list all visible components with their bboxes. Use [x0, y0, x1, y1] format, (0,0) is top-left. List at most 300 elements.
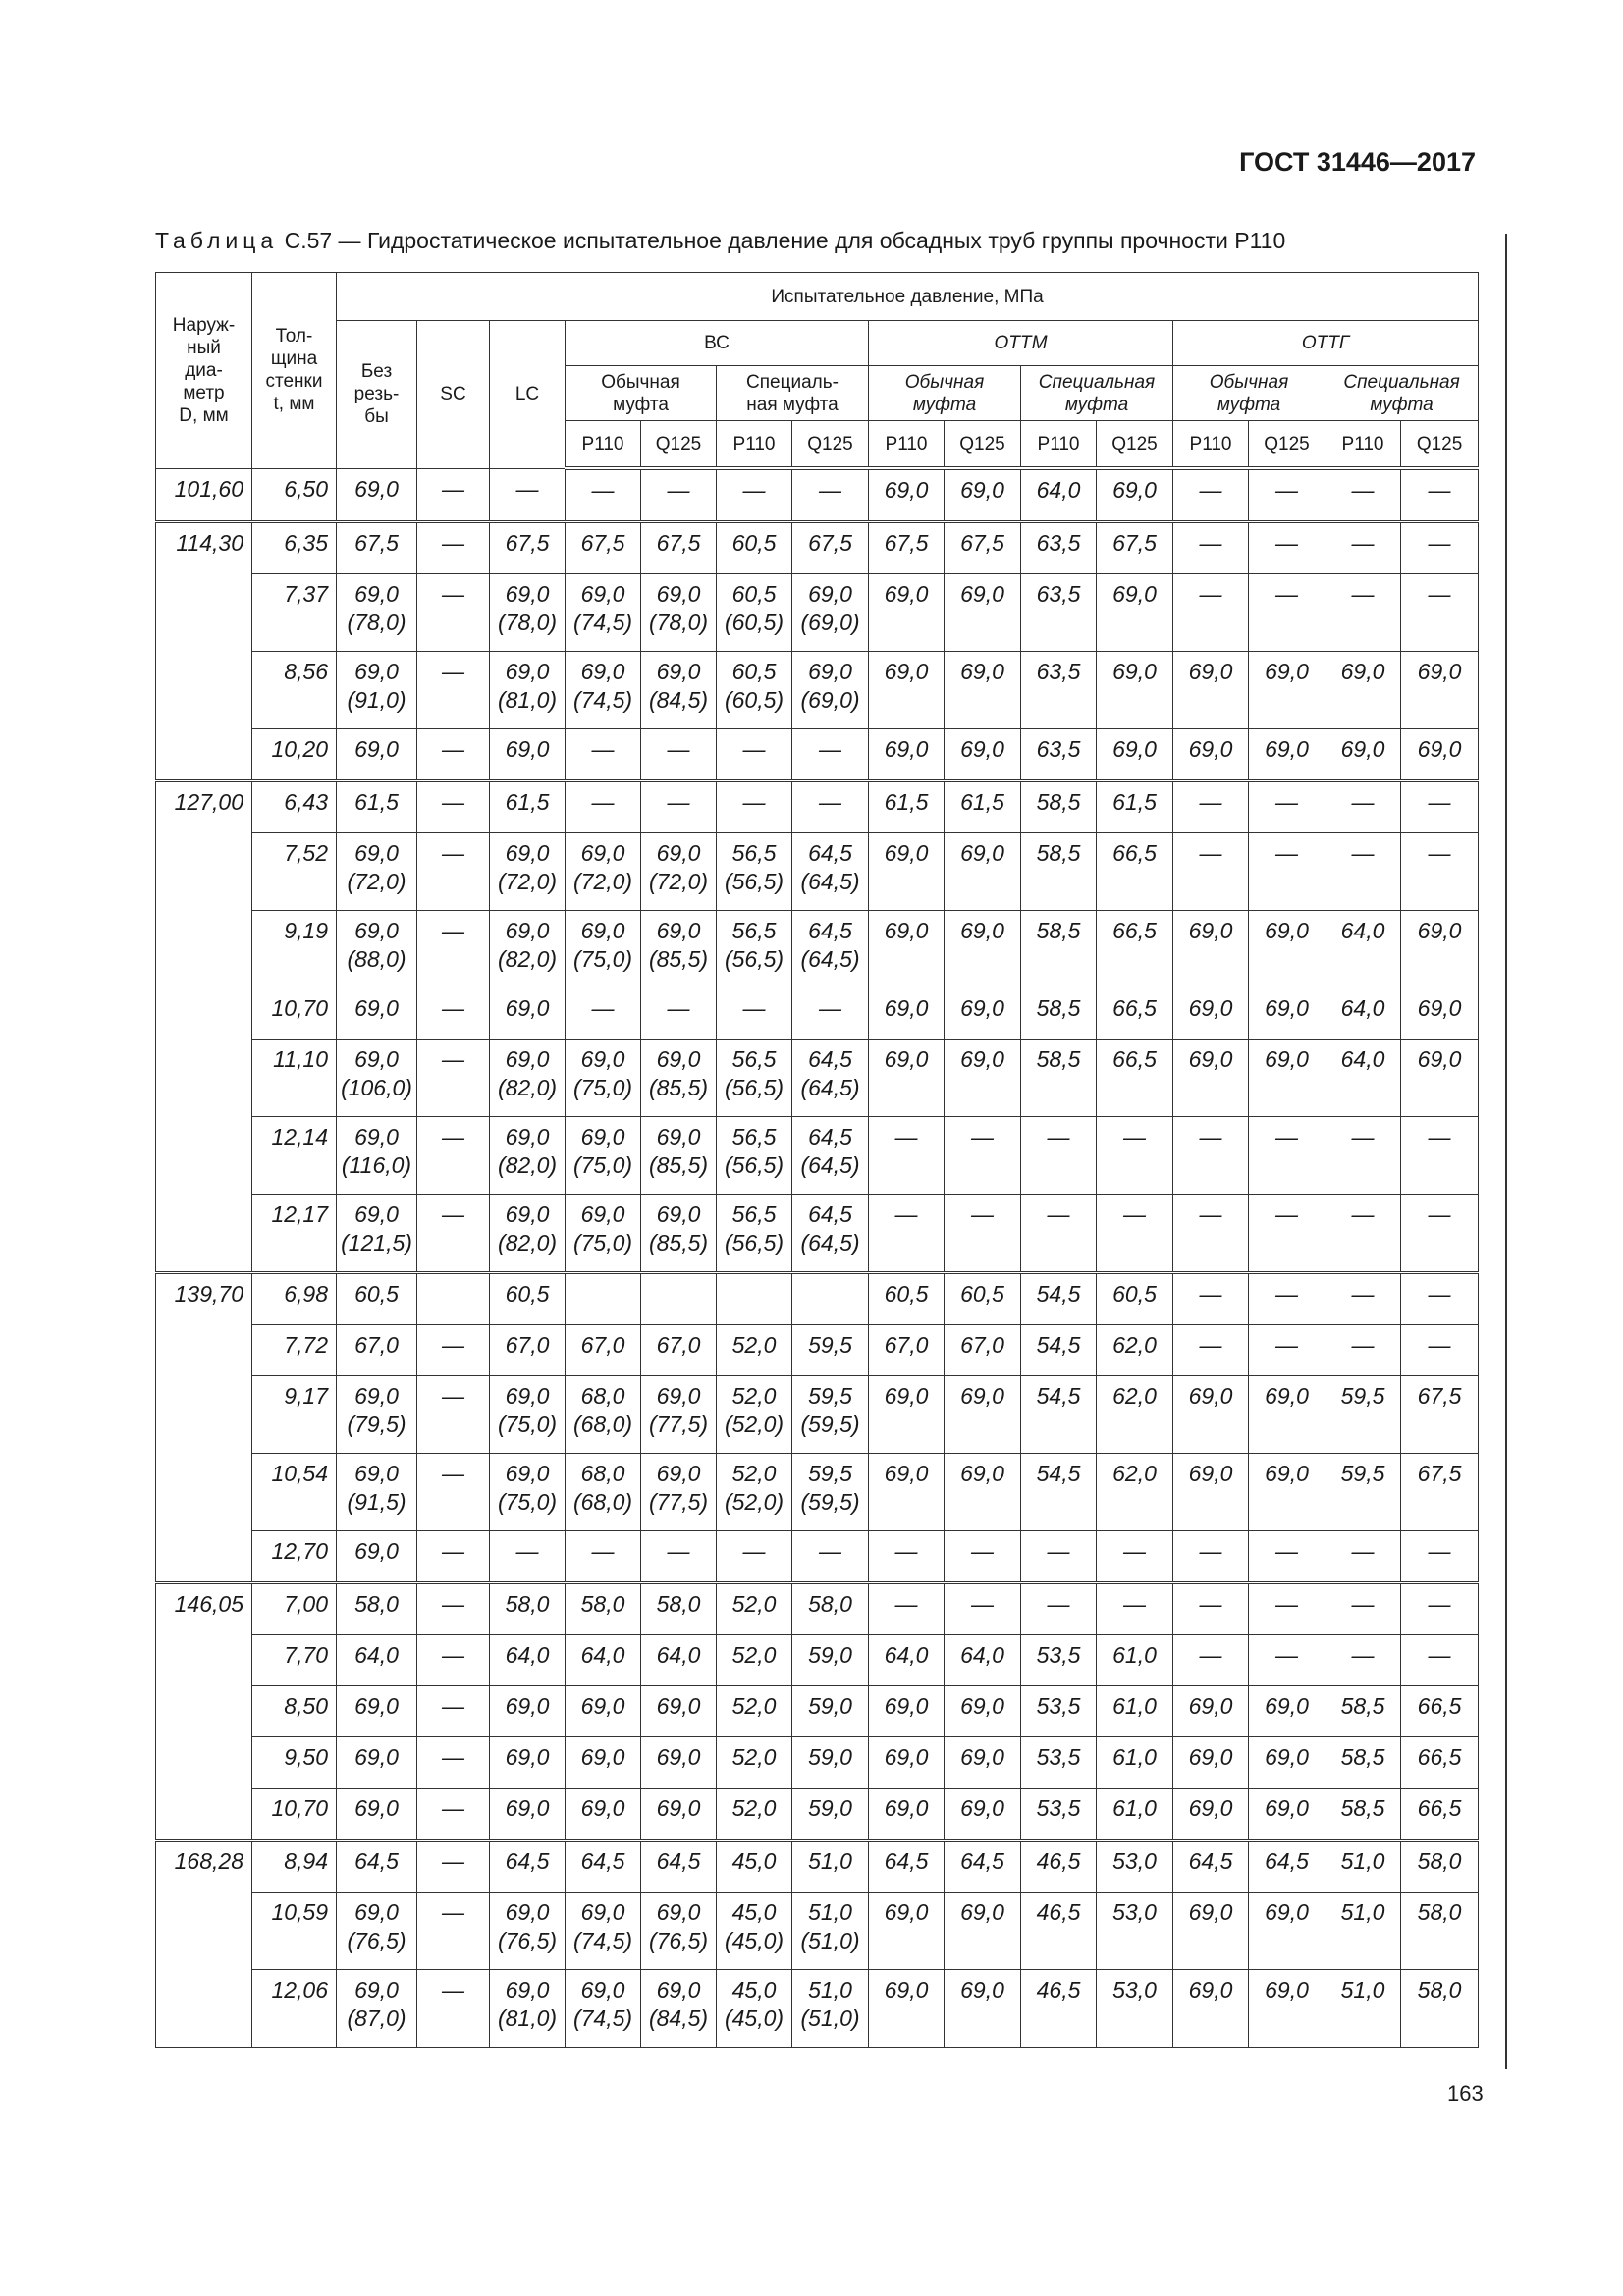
- pressure-cell: —: [566, 1531, 641, 1583]
- col-grade-p110: Р110: [1173, 421, 1249, 469]
- pressure-cell: 69,0 (116,0): [337, 1117, 417, 1195]
- pressure-cell: 69,0: [1173, 1893, 1249, 1970]
- pressure-cell: 69,0 (88,0): [337, 911, 417, 988]
- pressure-cell: 60,5 (60,5): [717, 574, 792, 652]
- pressure-cell: 53,0: [1097, 1841, 1173, 1893]
- pressure-cell: —: [1325, 574, 1401, 652]
- pressure-cell: —: [717, 729, 792, 781]
- pressure-cell: —: [1097, 1583, 1173, 1635]
- pressure-cell: —: [717, 781, 792, 833]
- table-row: [156, 1635, 1479, 1686]
- pressure-cell: 58,5: [1021, 988, 1097, 1040]
- pressure-cell: 69,0: [1249, 1376, 1325, 1454]
- wall-thickness-cell: 8,56: [252, 652, 337, 729]
- pressure-cell: 68,0 (68,0): [566, 1454, 641, 1531]
- pressure-cell: —: [641, 988, 717, 1040]
- pressure-cell: 66,5: [1401, 1737, 1479, 1789]
- pressure-cell: 69,0: [641, 1789, 717, 1841]
- col-grade-p110: Р110: [1021, 421, 1097, 469]
- pressure-cell: 64,0: [490, 1635, 566, 1686]
- pressure-cell: 69,0: [869, 833, 945, 911]
- pressure-cell: —: [1325, 1325, 1401, 1376]
- pressure-cell: —: [566, 988, 641, 1040]
- pressure-cell: 69,0 (85,5): [641, 911, 717, 988]
- pressure-cell: —: [1401, 1273, 1479, 1325]
- pressure-cell: —: [417, 652, 490, 729]
- table-row: [156, 1195, 1479, 1273]
- pressure-cell: 53,5: [1021, 1737, 1097, 1789]
- pressure-cell: 69,0: [869, 1737, 945, 1789]
- pressure-cell: 64,5 (64,5): [792, 833, 869, 911]
- pressure-cell: —: [417, 1376, 490, 1454]
- pressure-cell: —: [1173, 1117, 1249, 1195]
- table-row: [156, 1040, 1479, 1117]
- col-grade-q125: Q125: [1097, 421, 1173, 469]
- pressure-cell: —: [1325, 1273, 1401, 1325]
- pressure-cell: 53,5: [1021, 1686, 1097, 1737]
- table-row: [156, 1893, 1479, 1970]
- pressure-cell: 69,0: [945, 1789, 1021, 1841]
- pressure-cell: 64,5: [337, 1841, 417, 1893]
- pressure-cell: 69,0: [490, 988, 566, 1040]
- pressure-cell: 69,0 (75,0): [490, 1376, 566, 1454]
- pressure-cell: 69,0: [945, 1893, 1021, 1970]
- col-no-thread: Без резь- бы: [337, 321, 417, 469]
- pressure-cell: 69,0 (74,5): [566, 1893, 641, 1970]
- pressure-cell: 61,5: [490, 781, 566, 833]
- pressure-cell: 69,0 (75,0): [490, 1454, 566, 1531]
- col-sc: SC: [417, 321, 490, 469]
- col-lc: LC: [490, 321, 566, 469]
- pressure-cell: 69,0: [869, 1040, 945, 1117]
- pressure-cell: 58,5: [1325, 1686, 1401, 1737]
- pressure-cell: 69,0: [337, 468, 417, 522]
- pressure-cell: —: [1325, 468, 1401, 522]
- pressure-cell: —: [1249, 522, 1325, 574]
- table-row: [156, 1841, 1479, 1893]
- pressure-cell: —: [417, 833, 490, 911]
- pressure-cell: 61,0: [1097, 1789, 1173, 1841]
- pressure-cell: 64,0: [566, 1635, 641, 1686]
- pressure-cell: 56,5 (56,5): [717, 1195, 792, 1273]
- pressure-cell: 69,0: [490, 729, 566, 781]
- pressure-cell: 69,0: [945, 833, 1021, 911]
- pressure-cell: 45,0: [717, 1841, 792, 1893]
- table-row: [156, 911, 1479, 988]
- pressure-cell: 63,5: [1021, 729, 1097, 781]
- pressure-cell: —: [1173, 574, 1249, 652]
- pressure-cell: 69,0: [1173, 1686, 1249, 1737]
- margin-rule: [1505, 234, 1507, 2069]
- pressure-cell: 66,5: [1401, 1686, 1479, 1737]
- pressure-cell: —: [417, 1635, 490, 1686]
- pressure-cell: 67,5: [1097, 522, 1173, 574]
- pressure-cell: 60,5: [945, 1273, 1021, 1325]
- wall-thickness-cell: 9,19: [252, 911, 337, 988]
- pressure-cell: —: [792, 729, 869, 781]
- col-wall-thickness: Тол- щина стенки t, мм: [252, 273, 337, 469]
- pressure-cell: 69,0 (82,0): [490, 911, 566, 988]
- pressure-cell: —: [792, 468, 869, 522]
- pressure-cell: 69,0: [1173, 1040, 1249, 1117]
- pressure-cell: 58,0: [566, 1583, 641, 1635]
- pressure-cell: 51,0 (51,0): [792, 1970, 869, 2048]
- pressure-cell: 61,5: [1097, 781, 1173, 833]
- pressure-cell: 67,5: [337, 522, 417, 574]
- pressure-cell: 69,0 (82,0): [490, 1195, 566, 1273]
- pressure-cell: —: [869, 1195, 945, 1273]
- pressure-cell: 52,0: [717, 1635, 792, 1686]
- pressure-cell: 69,0 (84,5): [641, 1970, 717, 2048]
- pressure-table: [155, 272, 1479, 2048]
- pressure-cell: 58,0: [337, 1583, 417, 1635]
- pressure-cell: 60,5: [490, 1273, 566, 1325]
- pressure-cell: —: [1173, 1635, 1249, 1686]
- pressure-cell: 69,0: [1173, 911, 1249, 988]
- pressure-cell: 69,0: [1249, 1737, 1325, 1789]
- pressure-cell: [566, 1273, 641, 1325]
- pressure-cell: 69,0 (72,0): [641, 833, 717, 911]
- pressure-cell: 69,0: [1097, 574, 1173, 652]
- pressure-cell: 69,0: [869, 988, 945, 1040]
- pressure-cell: 69,0: [1401, 911, 1479, 988]
- pressure-cell: 69,0: [945, 1454, 1021, 1531]
- wall-thickness-cell: 6,43: [252, 781, 337, 833]
- table-caption: [155, 228, 1285, 254]
- table-row: [156, 781, 1479, 833]
- pressure-cell: 45,0 (45,0): [717, 1970, 792, 2048]
- pressure-cell: 53,5: [1021, 1789, 1097, 1841]
- pressure-cell: 69,0: [869, 1454, 945, 1531]
- pressure-cell: —: [417, 574, 490, 652]
- wall-thickness-cell: 10,20: [252, 729, 337, 781]
- pressure-cell: 63,5: [1021, 522, 1097, 574]
- pressure-cell: —: [1173, 468, 1249, 522]
- pressure-cell: —: [1249, 1117, 1325, 1195]
- outer-diameter-cell: 127,00: [156, 781, 252, 1273]
- pressure-cell: 54,5: [1021, 1273, 1097, 1325]
- pressure-cell: 67,5: [566, 522, 641, 574]
- wall-thickness-cell: 7,72: [252, 1325, 337, 1376]
- col-grade-q125: Q125: [945, 421, 1021, 469]
- pressure-cell: 69,0: [490, 1686, 566, 1737]
- pressure-cell: 60,5: [869, 1273, 945, 1325]
- pressure-cell: —: [490, 1531, 566, 1583]
- pressure-cell: 69,0 (77,5): [641, 1376, 717, 1454]
- pressure-cell: —: [869, 1583, 945, 1635]
- pressure-cell: 69,0: [337, 1789, 417, 1841]
- wall-thickness-cell: 7,00: [252, 1583, 337, 1635]
- pressure-cell: 64,0: [869, 1635, 945, 1686]
- pressure-cell: —: [945, 1117, 1021, 1195]
- col-outer-diameter: Наруж- ный диа- метр D, мм: [156, 273, 252, 469]
- pressure-cell: 69,0: [945, 1737, 1021, 1789]
- pressure-cell: 68,0 (68,0): [566, 1376, 641, 1454]
- col-grade-p110: Р110: [717, 421, 792, 469]
- pressure-cell: 69,0: [566, 1737, 641, 1789]
- table-row: [156, 1970, 1479, 2048]
- pressure-cell: 69,0 (82,0): [490, 1040, 566, 1117]
- pressure-cell: 69,0: [869, 652, 945, 729]
- pressure-cell: —: [1325, 522, 1401, 574]
- wall-thickness-cell: 9,17: [252, 1376, 337, 1454]
- pressure-cell: —: [566, 729, 641, 781]
- col-ottm-special-coupling: Специальная муфта: [1021, 366, 1173, 421]
- pressure-cell: 46,5: [1021, 1893, 1097, 1970]
- pressure-cell: —: [417, 1583, 490, 1635]
- col-ottm: ОТТМ: [869, 321, 1173, 366]
- table-row: [156, 1376, 1479, 1454]
- pressure-cell: [792, 1273, 869, 1325]
- wall-thickness-cell: 12,14: [252, 1117, 337, 1195]
- pressure-cell: —: [1325, 1635, 1401, 1686]
- table-row: [156, 1273, 1479, 1325]
- pressure-cell: 69,0: [337, 1531, 417, 1583]
- pressure-cell: 67,5: [792, 522, 869, 574]
- pressure-cell: 69,0 (84,5): [641, 652, 717, 729]
- pressure-cell: 69,0: [641, 1737, 717, 1789]
- pressure-cell: 69,0 (69,0): [792, 574, 869, 652]
- pressure-cell: 69,0 (69,0): [792, 652, 869, 729]
- pressure-cell: 58,0: [1401, 1970, 1479, 2048]
- outer-diameter-cell: 114,30: [156, 522, 252, 781]
- pressure-cell: 69,0: [337, 1686, 417, 1737]
- wall-thickness-cell: 12,70: [252, 1531, 337, 1583]
- col-grade-p110: Р110: [1325, 421, 1401, 469]
- wall-thickness-cell: 8,94: [252, 1841, 337, 1893]
- pressure-cell: 69,0 (78,0): [337, 574, 417, 652]
- table-body: [156, 468, 1479, 2048]
- caption-text: С.57 — Гидростатическое испытательное давление для обсадных труб группы прочности Р110: [278, 228, 1286, 253]
- pressure-cell: 64,5: [1249, 1841, 1325, 1893]
- pressure-cell: —: [1249, 1273, 1325, 1325]
- col-grade-q125: Q125: [792, 421, 869, 469]
- wall-thickness-cell: 6,98: [252, 1273, 337, 1325]
- pressure-cell: 51,0: [1325, 1893, 1401, 1970]
- col-grade-q125: Q125: [641, 421, 717, 469]
- col-ottg: ОТТГ: [1173, 321, 1479, 366]
- table-row: [156, 522, 1479, 574]
- pressure-cell: —: [417, 1970, 490, 2048]
- pressure-cell: —: [417, 1789, 490, 1841]
- table-row: [156, 1789, 1479, 1841]
- pressure-cell: —: [1249, 574, 1325, 652]
- pressure-cell: 61,0: [1097, 1635, 1173, 1686]
- pressure-cell: 53,5: [1021, 1635, 1097, 1686]
- pressure-cell: 69,0: [869, 1376, 945, 1454]
- pressure-cell: —: [566, 468, 641, 522]
- pressure-cell: 59,5 (59,5): [792, 1376, 869, 1454]
- pressure-cell: 58,0: [490, 1583, 566, 1635]
- pressure-cell: —: [490, 468, 566, 522]
- pressure-cell: 69,0: [945, 911, 1021, 988]
- pressure-cell: 69,0: [1249, 1686, 1325, 1737]
- pressure-cell: 64,0: [1325, 911, 1401, 988]
- pressure-cell: 66,5: [1097, 833, 1173, 911]
- pressure-cell: —: [1325, 1117, 1401, 1195]
- table-row: [156, 833, 1479, 911]
- pressure-cell: —: [717, 468, 792, 522]
- pressure-cell: 67,5: [641, 522, 717, 574]
- pressure-cell: —: [1021, 1583, 1097, 1635]
- pressure-cell: —: [1097, 1117, 1173, 1195]
- col-ottm-regular-coupling: Обычная муфта: [869, 366, 1021, 421]
- pressure-cell: 64,5: [1173, 1841, 1249, 1893]
- pressure-cell: 69,0 (72,0): [490, 833, 566, 911]
- wall-thickness-cell: 10,70: [252, 1789, 337, 1841]
- pressure-cell: 54,5: [1021, 1325, 1097, 1376]
- pressure-cell: 69,0: [566, 1686, 641, 1737]
- outer-diameter-cell: 146,05: [156, 1583, 252, 1841]
- pressure-cell: 69,0: [945, 988, 1021, 1040]
- pressure-cell: —: [1021, 1195, 1097, 1273]
- pressure-cell: 58,5: [1021, 781, 1097, 833]
- pressure-cell: 69,0: [1401, 1040, 1479, 1117]
- pressure-cell: 64,5 (64,5): [792, 911, 869, 988]
- pressure-cell: 69,0: [945, 729, 1021, 781]
- pressure-cell: 69,0: [945, 1970, 1021, 2048]
- wall-thickness-cell: 7,37: [252, 574, 337, 652]
- pressure-cell: 67,0: [641, 1325, 717, 1376]
- pressure-cell: —: [417, 1531, 490, 1583]
- table-row: [156, 1686, 1479, 1737]
- wall-thickness-cell: 10,59: [252, 1893, 337, 1970]
- pressure-cell: 69,0: [945, 1040, 1021, 1117]
- pressure-cell: —: [417, 1325, 490, 1376]
- pressure-cell: 64,5: [490, 1841, 566, 1893]
- pressure-cell: 46,5: [1021, 1841, 1097, 1893]
- pressure-cell: 69,0: [1401, 988, 1479, 1040]
- pressure-cell: 69,0: [490, 1737, 566, 1789]
- pressure-cell: 69,0 (87,0): [337, 1970, 417, 2048]
- pressure-cell: 52,0: [717, 1737, 792, 1789]
- pressure-cell: 69,0: [1173, 1970, 1249, 2048]
- pressure-cell: 58,0: [1401, 1841, 1479, 1893]
- pressure-cell: 58,5: [1325, 1789, 1401, 1841]
- pressure-cell: 69,0: [1097, 652, 1173, 729]
- col-ottg-regular-coupling: Обычная муфта: [1173, 366, 1325, 421]
- wall-thickness-cell: 11,10: [252, 1040, 337, 1117]
- pressure-cell: —: [1173, 1325, 1249, 1376]
- pressure-cell: 64,5 (64,5): [792, 1040, 869, 1117]
- pressure-cell: 63,5: [1021, 652, 1097, 729]
- pressure-cell: 52,0: [717, 1325, 792, 1376]
- pressure-cell: 64,5: [641, 1841, 717, 1893]
- pressure-cell: —: [1401, 833, 1479, 911]
- pressure-cell: 64,5: [945, 1841, 1021, 1893]
- pressure-cell: 51,0: [1325, 1970, 1401, 2048]
- pressure-cell: 53,0: [1097, 1893, 1173, 1970]
- pressure-cell: 54,5: [1021, 1454, 1097, 1531]
- pressure-cell: 69,0: [1173, 1454, 1249, 1531]
- pressure-cell: 59,5: [1325, 1454, 1401, 1531]
- pressure-cell: 69,0: [1401, 729, 1479, 781]
- pressure-cell: 56,5 (56,5): [717, 833, 792, 911]
- pressure-cell: —: [1401, 1325, 1479, 1376]
- pressure-cell: 66,5: [1097, 1040, 1173, 1117]
- pressure-cell: 69,0 (74,5): [566, 574, 641, 652]
- pressure-cell: —: [1173, 1531, 1249, 1583]
- pressure-cell: 62,0: [1097, 1454, 1173, 1531]
- table-row: [156, 729, 1479, 781]
- pressure-cell: 69,0 (72,0): [337, 833, 417, 911]
- pressure-cell: 69,0: [1173, 1789, 1249, 1841]
- pressure-cell: —: [1021, 1117, 1097, 1195]
- pressure-cell: 60,5: [1097, 1273, 1173, 1325]
- pressure-cell: 67,0: [490, 1325, 566, 1376]
- pressure-cell: 69,0: [869, 574, 945, 652]
- pressure-cell: [717, 1273, 792, 1325]
- pressure-cell: 69,0: [337, 729, 417, 781]
- pressure-cell: —: [869, 1117, 945, 1195]
- pressure-cell: —: [1097, 1531, 1173, 1583]
- pressure-cell: —: [641, 781, 717, 833]
- pressure-cell: 64,5: [566, 1841, 641, 1893]
- pressure-cell: 69,0 (121,5): [337, 1195, 417, 1273]
- pressure-cell: 69,0 (82,0): [490, 1117, 566, 1195]
- pressure-cell: 64,5 (64,5): [792, 1117, 869, 1195]
- wall-thickness-cell: 7,70: [252, 1635, 337, 1686]
- pressure-cell: 69,0: [1249, 911, 1325, 988]
- pressure-cell: —: [1249, 1325, 1325, 1376]
- pressure-cell: 64,0: [641, 1635, 717, 1686]
- table-row: [156, 988, 1479, 1040]
- pressure-cell: —: [1249, 781, 1325, 833]
- pressure-cell: 69,0 (78,0): [490, 574, 566, 652]
- pressure-cell: 69,0 (106,0): [337, 1040, 417, 1117]
- table-row: [156, 574, 1479, 652]
- pressure-cell: 52,0: [717, 1686, 792, 1737]
- table-row: [156, 1737, 1479, 1789]
- pressure-cell: 60,5: [717, 522, 792, 574]
- pressure-cell: 69,0: [1249, 1970, 1325, 2048]
- pressure-cell: 69,0: [1249, 1893, 1325, 1970]
- pressure-cell: 69,0: [1325, 652, 1401, 729]
- pressure-cell: 59,0: [792, 1737, 869, 1789]
- pressure-cell: 69,0: [1173, 1376, 1249, 1454]
- pressure-cell: —: [1325, 1531, 1401, 1583]
- pressure-cell: 64,0: [945, 1635, 1021, 1686]
- pressure-cell: 69,0: [1249, 652, 1325, 729]
- pressure-cell: 59,5 (59,5): [792, 1454, 869, 1531]
- pressure-cell: —: [1173, 1273, 1249, 1325]
- pressure-cell: 52,0 (52,0): [717, 1454, 792, 1531]
- pressure-cell: 60,5: [337, 1273, 417, 1325]
- pressure-cell: 69,0: [1401, 652, 1479, 729]
- pressure-cell: 69,0 (78,0): [641, 574, 717, 652]
- pressure-cell: —: [1173, 781, 1249, 833]
- pressure-cell: 67,5: [1401, 1454, 1479, 1531]
- pressure-cell: 69,0: [566, 1789, 641, 1841]
- document-code: ГОСТ 31446—2017: [1239, 147, 1476, 177]
- pressure-cell: —: [1173, 1195, 1249, 1273]
- pressure-cell: 67,5: [945, 522, 1021, 574]
- pressure-cell: 69,0: [869, 1893, 945, 1970]
- pressure-cell: —: [1325, 781, 1401, 833]
- pressure-cell: —: [1401, 1117, 1479, 1195]
- pressure-cell: 45,0 (45,0): [717, 1893, 792, 1970]
- caption-lead: Таблица: [155, 228, 279, 253]
- pressure-cell: —: [1401, 468, 1479, 522]
- pressure-cell: —: [417, 522, 490, 574]
- pressure-cell: 51,0: [792, 1841, 869, 1893]
- pressure-cell: 64,0: [1325, 1040, 1401, 1117]
- pressure-cell: 52,0: [717, 1789, 792, 1841]
- wall-thickness-cell: 12,17: [252, 1195, 337, 1273]
- pressure-cell: —: [869, 1531, 945, 1583]
- pressure-cell: 58,5: [1021, 1040, 1097, 1117]
- col-grade-q125: Q125: [1401, 421, 1479, 469]
